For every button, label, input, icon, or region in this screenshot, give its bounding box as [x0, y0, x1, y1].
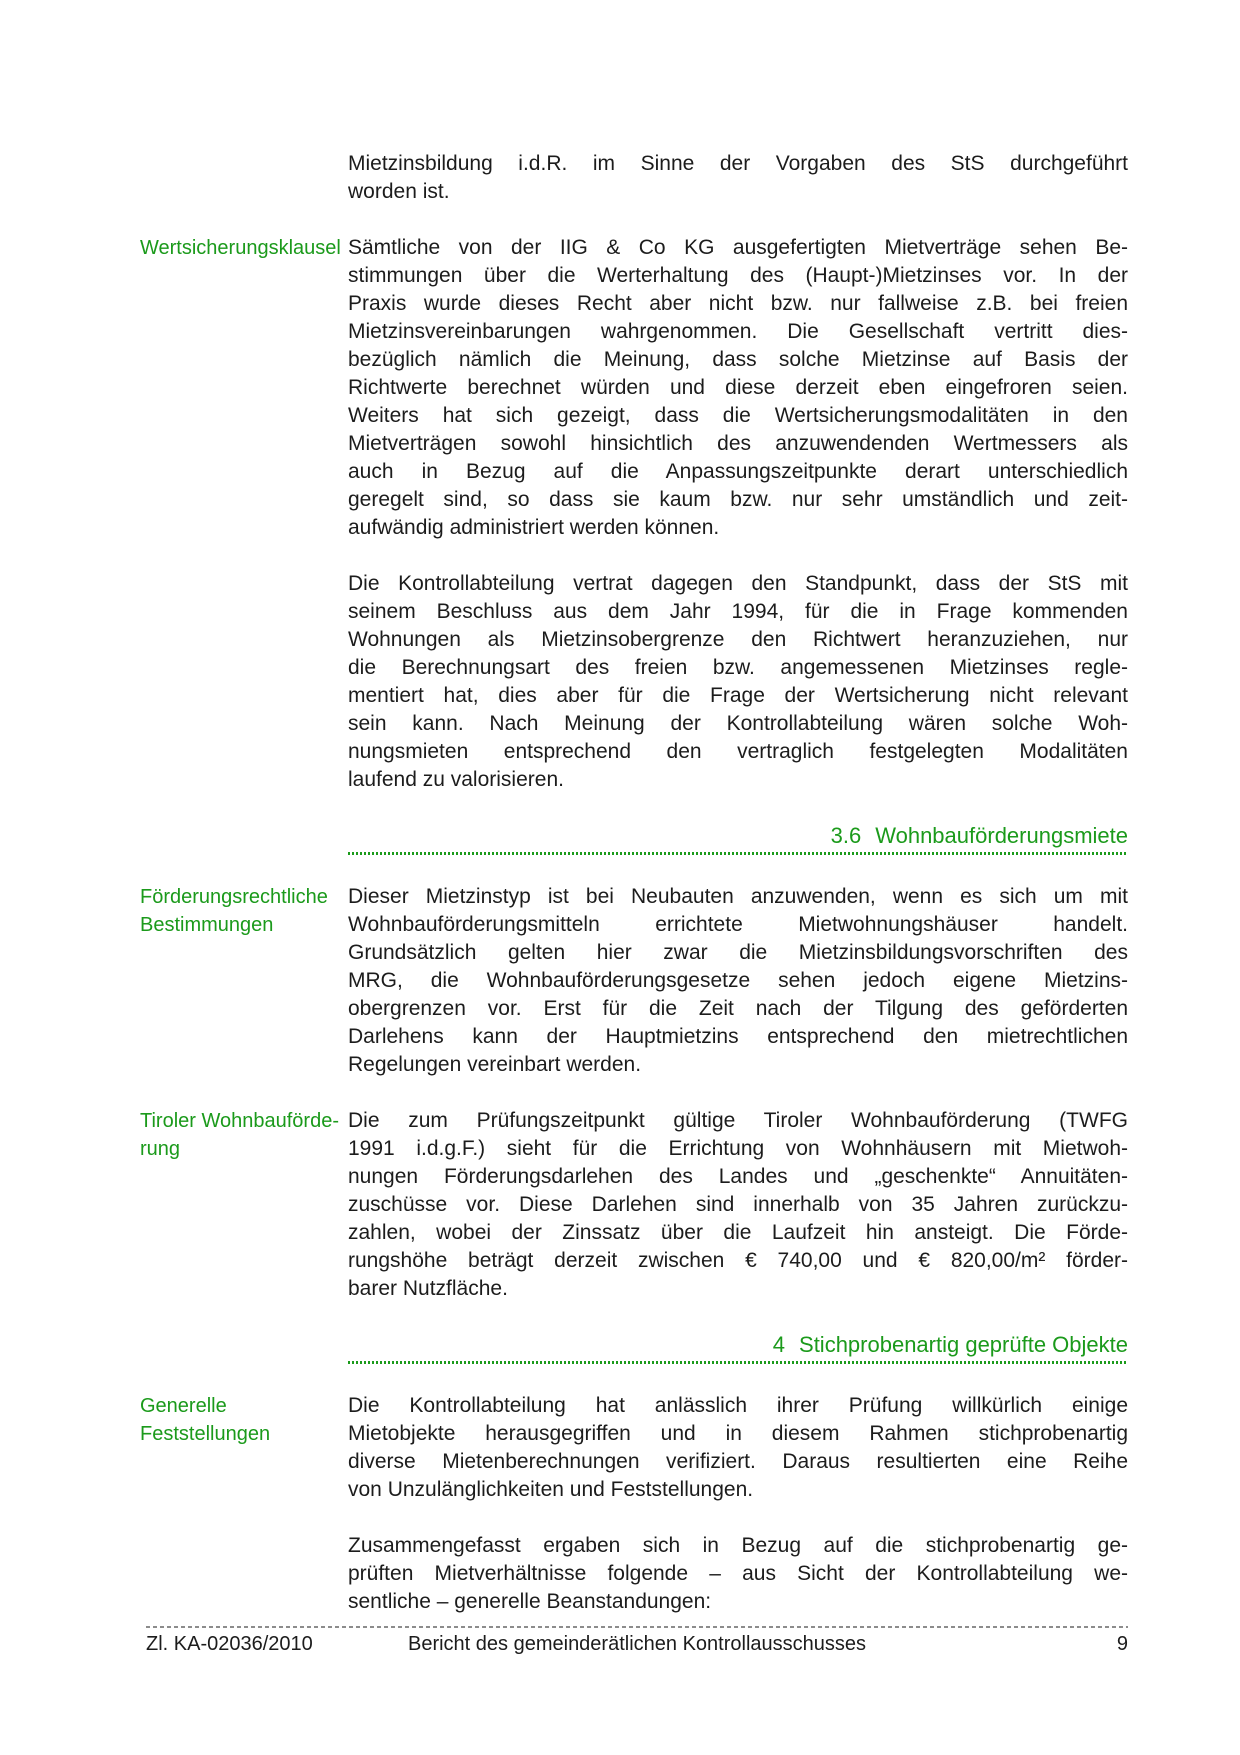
paragraph-line: sein kann. Nach Meinung der Kontrollabteilung wären solche Woh-	[348, 712, 1128, 735]
margin-label-line: Feststellungen	[140, 1423, 271, 1445]
paragraph-line: MRG, die Wohnbauförderungsgesetze sehen jedoch eigene Mietzins-	[348, 969, 1128, 992]
paragraph-line: barer Nutzfläche.	[348, 1277, 508, 1300]
paragraph-line: Mietobjekte herausgegriffen und in diesem Rahmen stichprobenartig	[348, 1422, 1128, 1445]
paragraph-line: worden ist.	[348, 180, 450, 203]
paragraph-line: auch in Bezug auf die Anpassungszeitpunkte derart unterschiedlich	[348, 460, 1128, 483]
paragraph-line: mentiert hat, dies aber für die Frage der Wertsicherung nicht relevant	[348, 684, 1128, 707]
content-row	[140, 570, 1128, 794]
paragraph-line: rungshöhe beträgt derzeit zwischen € 740,00 und € 820,00/m² förder-	[348, 1249, 1128, 1272]
paragraph-line: Regelungen vereinbart werden.	[348, 1053, 642, 1076]
paragraph-line: Zusammengefasst ergaben sich in Bezug auf die stichprobenartig ge-	[348, 1534, 1128, 1557]
paragraph-line: laufend zu valorisieren.	[348, 768, 564, 791]
paragraph-line: nungsmieten entsprechend den vertraglich festgelegten Modalitäten	[348, 740, 1128, 763]
paragraph-line: die Berechnungsart des freien bzw. angemessenen Mietzinses regle-	[348, 656, 1128, 679]
margin-label-line: Tiroler Wohnbauförde-	[140, 1110, 339, 1132]
margin-label	[140, 1107, 348, 1303]
paragraph-line: Wohnbauförderungsmitteln errichtete Mietwohnungshäuser handelt.	[348, 913, 1128, 936]
paragraph-line: aufwändig administriert werden können.	[348, 516, 720, 539]
section-title: Wohnbauförderungsmiete	[875, 823, 1128, 848]
page-footer	[146, 1626, 1128, 1656]
paragraph-line: prüften Mietverhältnisse folgende – aus Sicht der Kontrollabteilung we-	[348, 1562, 1128, 1585]
margin-label-line: rung	[140, 1138, 181, 1160]
paragraph-line: 1991 i.d.g.F.) sieht für die Errichtung von Wohnhäusern mit Mietwoh-	[348, 1137, 1128, 1160]
paragraph-line: Die Kontrollabteilung vertrat dagegen den Standpunkt, dass der StS mit	[348, 572, 1128, 595]
paragraph-line: Mietverträgen sowohl hinsichtlich des anzuwendenden Wertmessers als	[348, 432, 1128, 455]
paragraph	[348, 883, 1128, 1079]
paragraph-line: Dieser Mietzinstyp ist bei Neubauten anzuwenden, wenn es sich um mit	[348, 885, 1128, 908]
paragraph-line: diverse Mietenberechnungen verifiziert. Daraus resultierten eine Reihe	[348, 1450, 1128, 1473]
paragraph-line: Richtwerte berechnet würden und diese derzeit eben eingefroren seien.	[348, 376, 1128, 399]
heading-dotted-rule	[348, 852, 1128, 855]
section-number: 3.6	[830, 823, 862, 848]
paragraph	[348, 150, 1128, 206]
paragraph-line: obergrenzen vor. Erst für die Zeit nach der Tilgung des geförderten	[348, 997, 1128, 1020]
footer-reference: Zl. KA-02036/2010	[146, 1633, 313, 1655]
margin-label	[140, 234, 348, 542]
section-heading-line	[348, 822, 1128, 850]
paragraph-line: Wohnungen als Mietzinsobergrenze den Richtwert heranzuziehen, nur	[348, 628, 1128, 651]
margin-label	[140, 883, 348, 1079]
margin-label	[140, 822, 348, 855]
paragraph-line: seinem Beschluss aus dem Jahr 1994, für die in Frage kommenden	[348, 600, 1128, 623]
content-row	[140, 234, 1128, 542]
content-row	[140, 1532, 1128, 1616]
footer-rule	[146, 1626, 1128, 1628]
margin-label-line: Wertsicherungsklausel	[140, 237, 341, 259]
paragraph-line: Praxis wurde dieses Recht aber nicht bzw. nur fallweise z.B. bei freien	[348, 292, 1128, 315]
paragraph-line: zuschüsse vor. Diese Darlehen sind innerhalb von 35 Jahren zurückzu-	[348, 1193, 1128, 1216]
margin-label-line: Förderungsrechtliche	[140, 886, 328, 908]
margin-label-line: Generelle	[140, 1395, 227, 1417]
margin-label-line: Bestimmungen	[140, 914, 274, 936]
content-row	[140, 1392, 1128, 1504]
paragraph	[348, 1532, 1128, 1616]
paragraph-line: zahlen, wobei der Zinssatz über die Laufzeit hin ansteigt. Die Förde-	[348, 1221, 1128, 1244]
section-title: Stichprobenartig geprüfte Objekte	[799, 1332, 1128, 1357]
paragraph-line: nungen Förderungsdarlehen des Landes und „geschenkte“ Annuitäten-	[348, 1165, 1128, 1188]
paragraph-line: bezüglich nämlich die Meinung, dass solche Mietzinse auf Basis der	[348, 348, 1128, 371]
footer-page-number: 9	[1116, 1633, 1128, 1655]
margin-label	[140, 1392, 348, 1504]
paragraph-line: Die zum Prüfungszeitpunkt gültige Tiroler Wohnbauförderung (TWFG	[348, 1109, 1128, 1132]
paragraph	[348, 570, 1128, 794]
footer-title: Bericht des gemeinderätlichen Kontrollausschusses	[407, 1633, 867, 1655]
paragraph-line: von Unzulänglichkeiten und Feststellungen.	[348, 1478, 754, 1501]
paragraph	[348, 1107, 1128, 1303]
paragraph-line: geregelt sind, so dass sie kaum bzw. nur sehr umständlich und zeit-	[348, 488, 1128, 511]
content-row	[140, 150, 1128, 206]
paragraph-line: Darlehens kann der Hauptmietzins entsprechend den mietrechtlichen	[348, 1025, 1128, 1048]
paragraph-line: Sämtliche von der IIG & Co KG ausgefertigten Mietverträge sehen Be-	[348, 236, 1128, 259]
paragraph	[348, 1392, 1128, 1504]
content-row	[140, 1107, 1128, 1303]
paragraph-line: stimmungen über die Werterhaltung des (Haupt-)Mietzinses vor. In der	[348, 264, 1128, 287]
paragraph-line: sentliche – generelle Beanstandungen:	[348, 1590, 712, 1613]
margin-label	[140, 1331, 348, 1364]
paragraph-line: Grundsätzlich gelten hier zwar die Mietzinsbildungsvorschriften des	[348, 941, 1128, 964]
margin-label	[140, 1532, 348, 1616]
section-heading	[348, 1331, 1128, 1364]
document-body	[140, 150, 1128, 1644]
margin-label	[140, 570, 348, 794]
section-number: 4	[772, 1332, 786, 1357]
heading-dotted-rule	[348, 1361, 1128, 1364]
paragraph-line: Weiters hat sich gezeigt, dass die Wertsicherungsmodalitäten in den	[348, 404, 1128, 427]
paragraph-line: Mietzinsvereinbarungen wahrgenommen. Die Gesellschaft vertritt dies-	[348, 320, 1128, 343]
paragraph	[348, 234, 1128, 542]
paragraph-line: Die Kontrollabteilung hat anlässlich ihrer Prüfung willkürlich einige	[348, 1394, 1128, 1417]
paragraph-line: Mietzinsbildung i.d.R. im Sinne der Vorgaben des StS durchgeführt	[348, 152, 1128, 175]
section-heading	[348, 822, 1128, 855]
content-row	[140, 822, 1128, 855]
margin-label	[140, 150, 348, 206]
content-row	[140, 883, 1128, 1079]
section-heading-line	[348, 1331, 1128, 1359]
content-row	[140, 1331, 1128, 1364]
footer-text-row	[146, 1632, 1128, 1656]
